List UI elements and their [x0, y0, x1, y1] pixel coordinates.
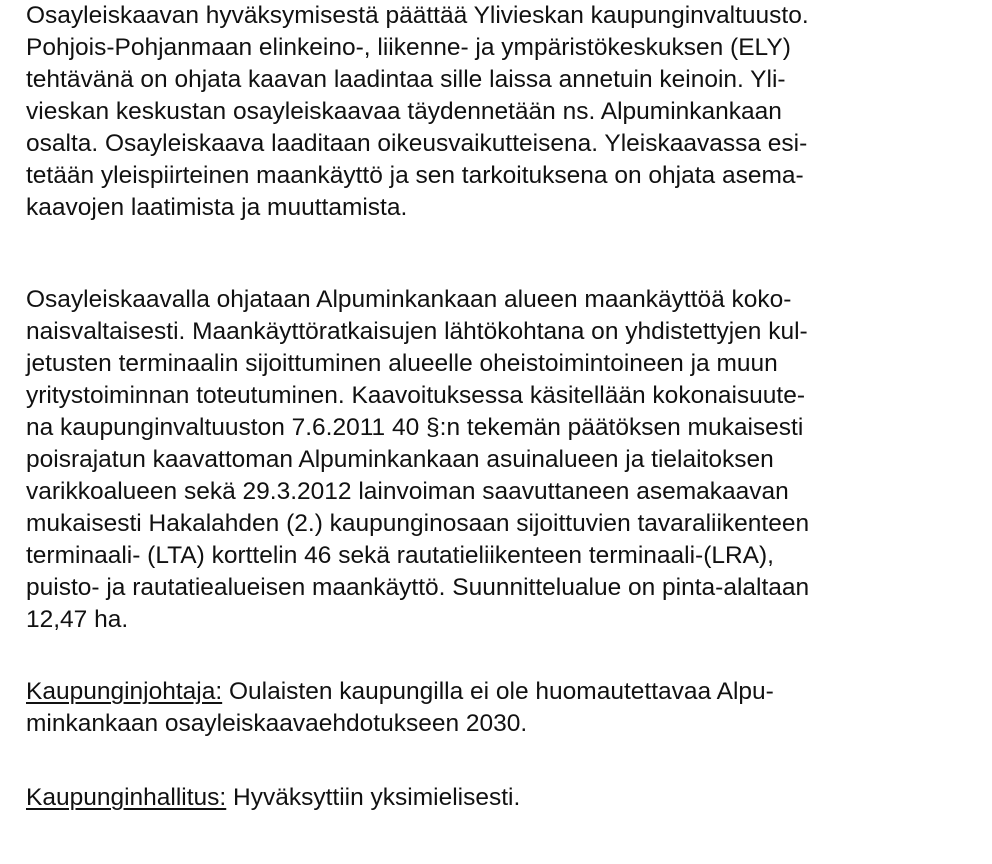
- text-line: terminaali- (LTA) korttelin 46 sekä rautatieliikenteen terminaali-(LRA),: [26, 542, 774, 569]
- text-line: poisrajatun kaavattoman Alpuminkankaan asuinalueen ja tielaitoksen: [26, 446, 774, 473]
- text-line: Pohjois-Pohjanmaan elinkeino-, liikenne- ja ympäristökeskuksen (ELY): [26, 34, 791, 61]
- text-line: osalta. Osayleiskaava laaditaan oikeusvaikutteisena. Yleiskaavassa esi-: [26, 130, 808, 157]
- text-line: varikkoalueen sekä 29.3.2012 lainvoiman saavuttaneen asemakaavan: [26, 478, 789, 505]
- text-line: 12,47 ha.: [26, 606, 129, 633]
- text-line: na kaupunginvaltuuston 7.6.2011 40 §:n tekemän päätöksen mukaisesti: [26, 414, 804, 441]
- text-line: Osayleiskaavalla ohjataan Alpuminkankaan alueen maankäyttöä koko-: [26, 286, 792, 313]
- board-label: Kaupunginhallitus:: [26, 784, 227, 811]
- text-line: tetään yleispiirteinen maankäyttö ja sen tarkoituksena on ohjata asema-: [26, 162, 804, 189]
- text-line: vieskan keskustan osayleiskaavaa täydennetään ns. Alpuminkankaan: [26, 98, 782, 125]
- text-line: kaavojen laatimista ja muuttamista.: [26, 194, 408, 221]
- text-line: [26, 676, 774, 708]
- mayor-label: Kaupunginjohtaja:: [26, 678, 223, 705]
- text-line: jetusten terminaalin sijoittuminen alueelle oheistoimintoineen ja muun: [26, 350, 778, 377]
- proposal-text: Oulaisten kaupungilla ei ole huomautettavaa Alpu-: [222, 678, 774, 705]
- decision-text: Hyväksyttiin yksimielisesti.: [226, 784, 521, 811]
- text-line: naisvaltaisesti. Maankäyttöratkaisujen lähtökohtana on yhdistettyjen kul-: [26, 318, 808, 345]
- text-line: minkankaan osayleiskaavaehdotukseen 2030.: [26, 710, 528, 737]
- text-line: tehtävänä on ohjata kaavan laadintaa sille laissa annetuin keinoin. Yli-: [26, 66, 786, 93]
- text-line: [26, 782, 520, 814]
- text-line: puisto- ja rautatiealueisen maankäyttö. Suunnittelualue on pinta-alaltaan: [26, 574, 810, 601]
- text-line: Osayleiskaavan hyväksymisestä päättää Ylivieskan kaupunginvaltuusto.: [26, 2, 809, 29]
- text-line: mukaisesti Hakalahden (2.) kaupunginosaan sijoittuvien tavaraliikenteen: [26, 510, 810, 537]
- text-line: yritystoiminnan toteutuminen. Kaavoituksessa käsitellään kokonaisuute-: [26, 382, 805, 409]
